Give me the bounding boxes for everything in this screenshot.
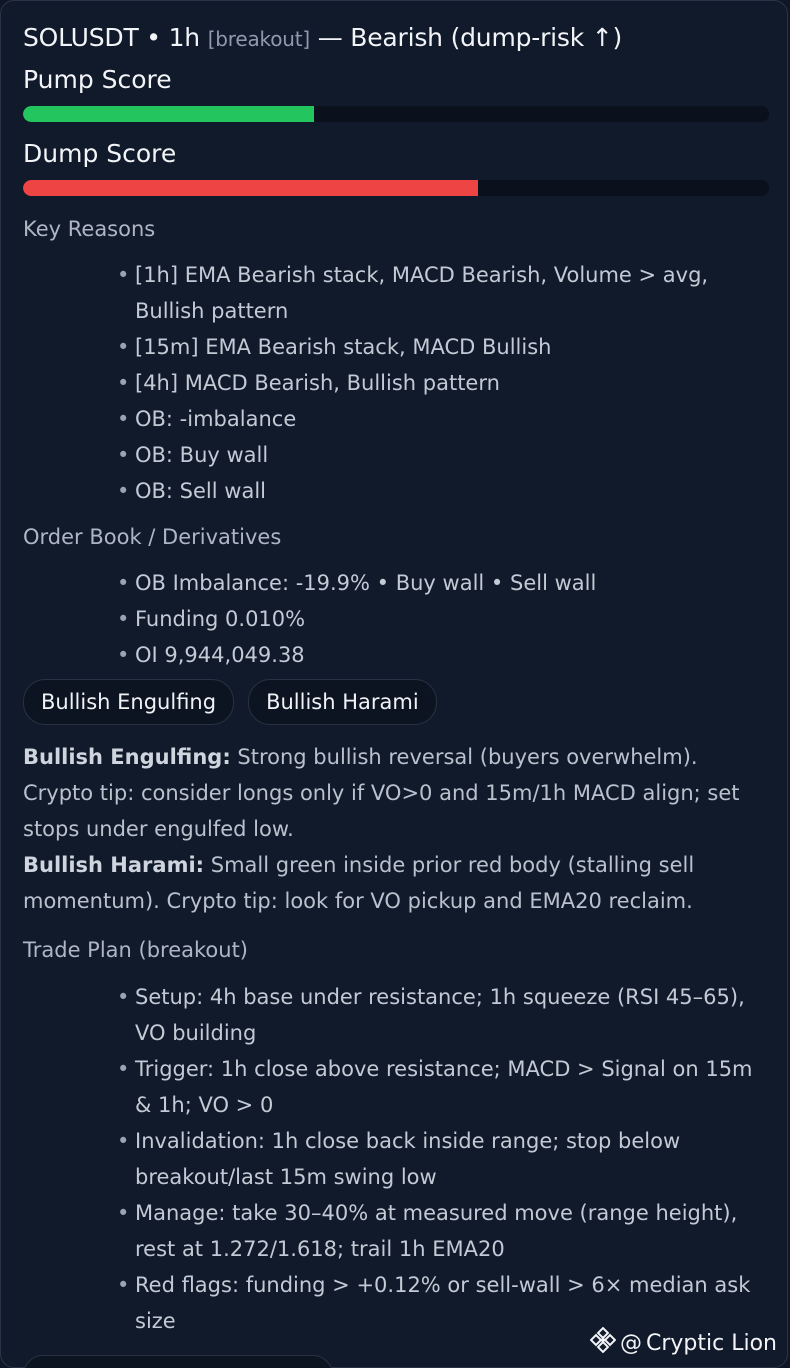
list-item: • OB Imbalance: -19.9% • Buy wall • Sell wall bbox=[117, 565, 757, 601]
dump-score-label: Dump Score bbox=[23, 139, 177, 168]
list-item: • [15m] EMA Bearish stack, MACD Bullish bbox=[117, 329, 757, 365]
dump-score-bar bbox=[23, 180, 769, 196]
list-item: • OI 9,944,049.38 bbox=[117, 637, 757, 673]
pattern-name: Bullish Harami: bbox=[23, 853, 205, 877]
watermark-name: Cryptic Lion bbox=[646, 1330, 777, 1356]
pattern-text: Strong bullish reversal (buyers overwhelm). Crypto tip: consider longs only if VO>0 and 15m/1h MACD align; set stops under engulfed low. bbox=[23, 745, 740, 841]
dump-score-fill bbox=[23, 180, 478, 196]
list-item: • Invalidation: 1h close back inside range; stop below breakout/last 15m swing low bbox=[117, 1123, 757, 1195]
pattern-description-harami bbox=[23, 847, 773, 919]
list-item: • OB: Buy wall bbox=[117, 437, 757, 473]
key-reasons-heading: Key Reasons bbox=[23, 217, 156, 241]
trade-plan-list bbox=[117, 979, 757, 1339]
dash: — bbox=[317, 23, 343, 52]
symbol: SOLUSDT bbox=[23, 23, 139, 52]
pump-score-fill bbox=[23, 106, 314, 122]
list-item: • Trigger: 1h close above resistance; MACD > Signal on 15m & 1h; VO > 0 bbox=[117, 1051, 757, 1123]
list-item: • OB: Sell wall bbox=[117, 473, 757, 509]
bias-label: Bearish (dump-risk ↑) bbox=[350, 23, 623, 52]
list-item: • Manage: take 30–40% at measured move (range height), rest at 1.272/1.618; trail 1h EMA20 bbox=[117, 1195, 757, 1267]
key-reasons-list bbox=[117, 257, 757, 509]
chip-bullish-harami[interactable]: Bullish Harami bbox=[248, 679, 437, 725]
pattern-chips bbox=[23, 679, 437, 725]
list-item: • [1h] EMA Bearish stack, MACD Bearish, Volume > avg, Bullish pattern bbox=[117, 257, 757, 329]
orderbook-heading: Order Book / Derivatives bbox=[23, 525, 282, 549]
pump-score-bar bbox=[23, 106, 769, 122]
pump-score-label: Pump Score bbox=[23, 65, 172, 94]
separator-dot: • bbox=[146, 23, 161, 52]
pattern-name: Bullish Engulfing: bbox=[23, 745, 231, 769]
watermark-at: @ bbox=[620, 1330, 642, 1356]
pattern-text: Small green inside prior red body (stalling sell momentum). Crypto tip: look for VO pickup and EMA20 reclaim. bbox=[23, 853, 695, 913]
binance-diamond-icon bbox=[590, 1327, 616, 1359]
list-item: • Funding 0.010% bbox=[117, 601, 757, 637]
list-item: • Red flags: funding > +0.12% or sell-wall > 6× median ask size bbox=[117, 1267, 757, 1339]
watermark bbox=[590, 1327, 777, 1359]
mode-tag: [breakout] bbox=[207, 27, 310, 51]
orderbook-list bbox=[117, 565, 757, 673]
timeframe: 1h bbox=[168, 23, 200, 52]
list-item: • OB: -imbalance bbox=[117, 401, 757, 437]
list-item: • [4h] MACD Bearish, Bullish pattern bbox=[117, 365, 757, 401]
pattern-description-engulfing bbox=[23, 739, 773, 847]
signal-title bbox=[23, 23, 622, 52]
trade-plan-heading: Trade Plan (breakout) bbox=[23, 938, 249, 962]
list-item: • Setup: 4h base under resistance; 1h squeeze (RSI 45–65), VO building bbox=[117, 979, 757, 1051]
bottom-button-partial[interactable] bbox=[23, 1355, 333, 1368]
chip-bullish-engulfing[interactable]: Bullish Engulfing bbox=[23, 679, 234, 725]
